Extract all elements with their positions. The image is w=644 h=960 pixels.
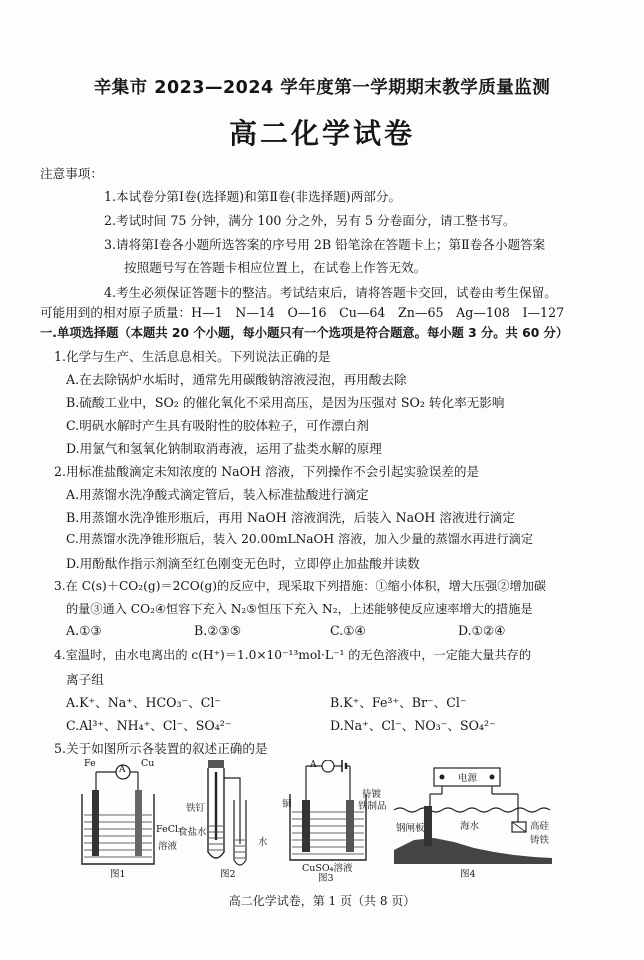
fig4-gate-label: 钢闸板 (396, 823, 425, 834)
fig1-ammeter-label: A (119, 765, 126, 775)
notice-item-3-cont: 按照题号写在答题卡相应位置上，在试卷上作答无效。 (124, 260, 427, 275)
figure-3 (282, 760, 388, 884)
fig3-copper-label: 铜 (282, 799, 292, 810)
q3-option-b: B.②③⑤ (194, 623, 242, 638)
fig4-seawater-label: 海水 (460, 821, 480, 832)
q2-option-c: C.用蒸馏水洗净锥形瓶后，装入 20.00mLNaOH 溶液，加入少量的蒸馏水再进行滴定 (66, 532, 534, 546)
fig3-plated-label-2: 铁制品 (358, 801, 387, 812)
notice-title: 注意事项： (40, 166, 103, 181)
fig1-fe-label: Fe (84, 758, 96, 769)
q3-option-a: A.①③ (66, 623, 102, 638)
exam-header: 辛集市 2023—2024 学年度第一学期期末教学质量监测 (93, 78, 551, 98)
atomic-masses: 可能用到的相对原子质量：H—1 N—14 O—16 Cu—64 Zn—65 Ag—108 I—127 (40, 305, 565, 320)
q4-option-d: D.Na⁺、Cl⁻、NO₃⁻、SO₄²⁻ (330, 718, 496, 733)
q1-option-c: C.明矾水解时产生具有吸附性的胶体粒子，可作漂白剂 (66, 418, 369, 433)
q2-option-b: B.用蒸馏水洗净锥形瓶后，再用 NaOH 溶液润洗，后装入 NaOH 溶液进行滴定 (66, 510, 515, 525)
fig2-water-label: 水 (258, 837, 268, 848)
fig1-cu-label: Cu (141, 758, 155, 769)
q4-option-c: C.Al³⁺、NH₄⁺、Cl⁻、SO₄²⁻ (66, 718, 232, 733)
q4-stem-line2: 离子组 (66, 672, 104, 687)
notice-item-3: 3.请将第Ⅰ卷各小题所选答案的序号用 2B 铅笔涂在答题卡上；第Ⅱ卷各小题答案 (104, 237, 546, 252)
notice-item-1: 1.本试卷分第Ⅰ卷(选择题)和第Ⅱ卷(非选择题)两部分。 (104, 189, 402, 204)
section-heading: 一.单项选择题（本题共 20 个小题，每小题只有一个选项是符合题意。每小题 3 分。共 60 分） (40, 326, 569, 340)
galvanic-cell-diagram (74, 760, 184, 878)
fig1-solution-label-2: 溶液 (158, 841, 178, 852)
fig2-salt-water-label: 食盐水 (178, 827, 207, 838)
q5-stem: 5.关于如图所示各装置的叙述正确的是 (54, 741, 268, 756)
q1-option-a: A.在去除锅炉水垢时，通常先用碳酸钠溶液浸泡，再用酸去除 (66, 372, 407, 387)
notice-item-2: 2.考试时间 75 分钟，满分 100 分之外，另有 5 分卷面分，请工整书写。 (104, 213, 516, 228)
notice-item-4: 4.考生必须保证答题卡的整洁。考试结束后，请将答题卡交回，试卷由考生保留。 (104, 285, 557, 300)
figure-4 (394, 760, 554, 878)
q3-option-c: C.①④ (330, 623, 366, 638)
fig4-aux-label: 高硅 (530, 821, 550, 832)
fig3-caption: 图3 (318, 873, 334, 884)
q1-stem: 1.化学与生产、生活息息相关。下列说法正确的是 (54, 349, 331, 364)
q2-option-a: A.用蒸馏水洗净酸式滴定管后，装入标准盐酸进行滴定 (66, 487, 369, 502)
fig4-aux-label-2: 铸铁 (530, 835, 550, 846)
corrosion-tube-diagram (186, 760, 286, 878)
q4-option-a: A.K⁺、Na⁺、HCO₃⁻、Cl⁻ (66, 695, 222, 710)
figure-2 (178, 760, 286, 880)
fig3-plated-label: 待镀 (362, 789, 382, 800)
q3-option-d: D.①②④ (458, 623, 506, 638)
page-footer: 高二化学试卷，第 1 页（共 8 页） (228, 894, 416, 908)
fig1-caption: 图1 (110, 869, 126, 880)
fig1-solution-label: FeCl₃ (156, 824, 182, 835)
fig2-caption: 图2 (220, 869, 236, 880)
q1-option-b: B.硫酸工业中，SO₂ 的催化氧化不采用高压，是因为压强对 SO₂ 转化率无影响 (66, 395, 505, 410)
q4-option-b: B.K⁺、Fe³⁺、Br⁻、Cl⁻ (330, 695, 467, 710)
q1-option-d: D.用氯气和氢氧化钠制取消毒液，运用了盐类水解的原理 (66, 441, 382, 456)
fig4-power-label: 电源 (458, 773, 478, 784)
q4-stem-line1: 4.室温时，由水电离出的 c(H⁺)＝1.0×10⁻¹³mol·L⁻¹ 的无色溶液中，一定能大量共存的 (54, 648, 532, 662)
q2-stem: 2.用标准盐酸滴定未知浓度的 NaOH 溶液，下列操作不会引起实验误差的是 (54, 464, 480, 479)
figure-1 (74, 760, 184, 878)
q2-option-d: D.用酚酞作指示剂滴至红色刚变无色时，立即停止加盐酸并读数 (66, 556, 420, 571)
fig4-caption: 图4 (460, 869, 476, 880)
fig3-solution-label: CuSO₄溶液 (302, 863, 353, 874)
fig3-ammeter-label: A (310, 760, 317, 770)
q3-stem-line2: 的量③通入 CO₂④恒容下充入 N₂⑤恒压下充入 N₂，上述能够使反应速率增大的措施是 (66, 602, 533, 616)
fig2-nail-label: 铁钉 (186, 803, 206, 814)
paper-title: 高二化学试卷 (228, 117, 415, 150)
q3-stem-line1: 3.在 C(s)＋CO₂(g)＝2CO(g)的反应中，现采取下列措施：①缩小体积，增大压强②增加碳 (54, 579, 547, 593)
